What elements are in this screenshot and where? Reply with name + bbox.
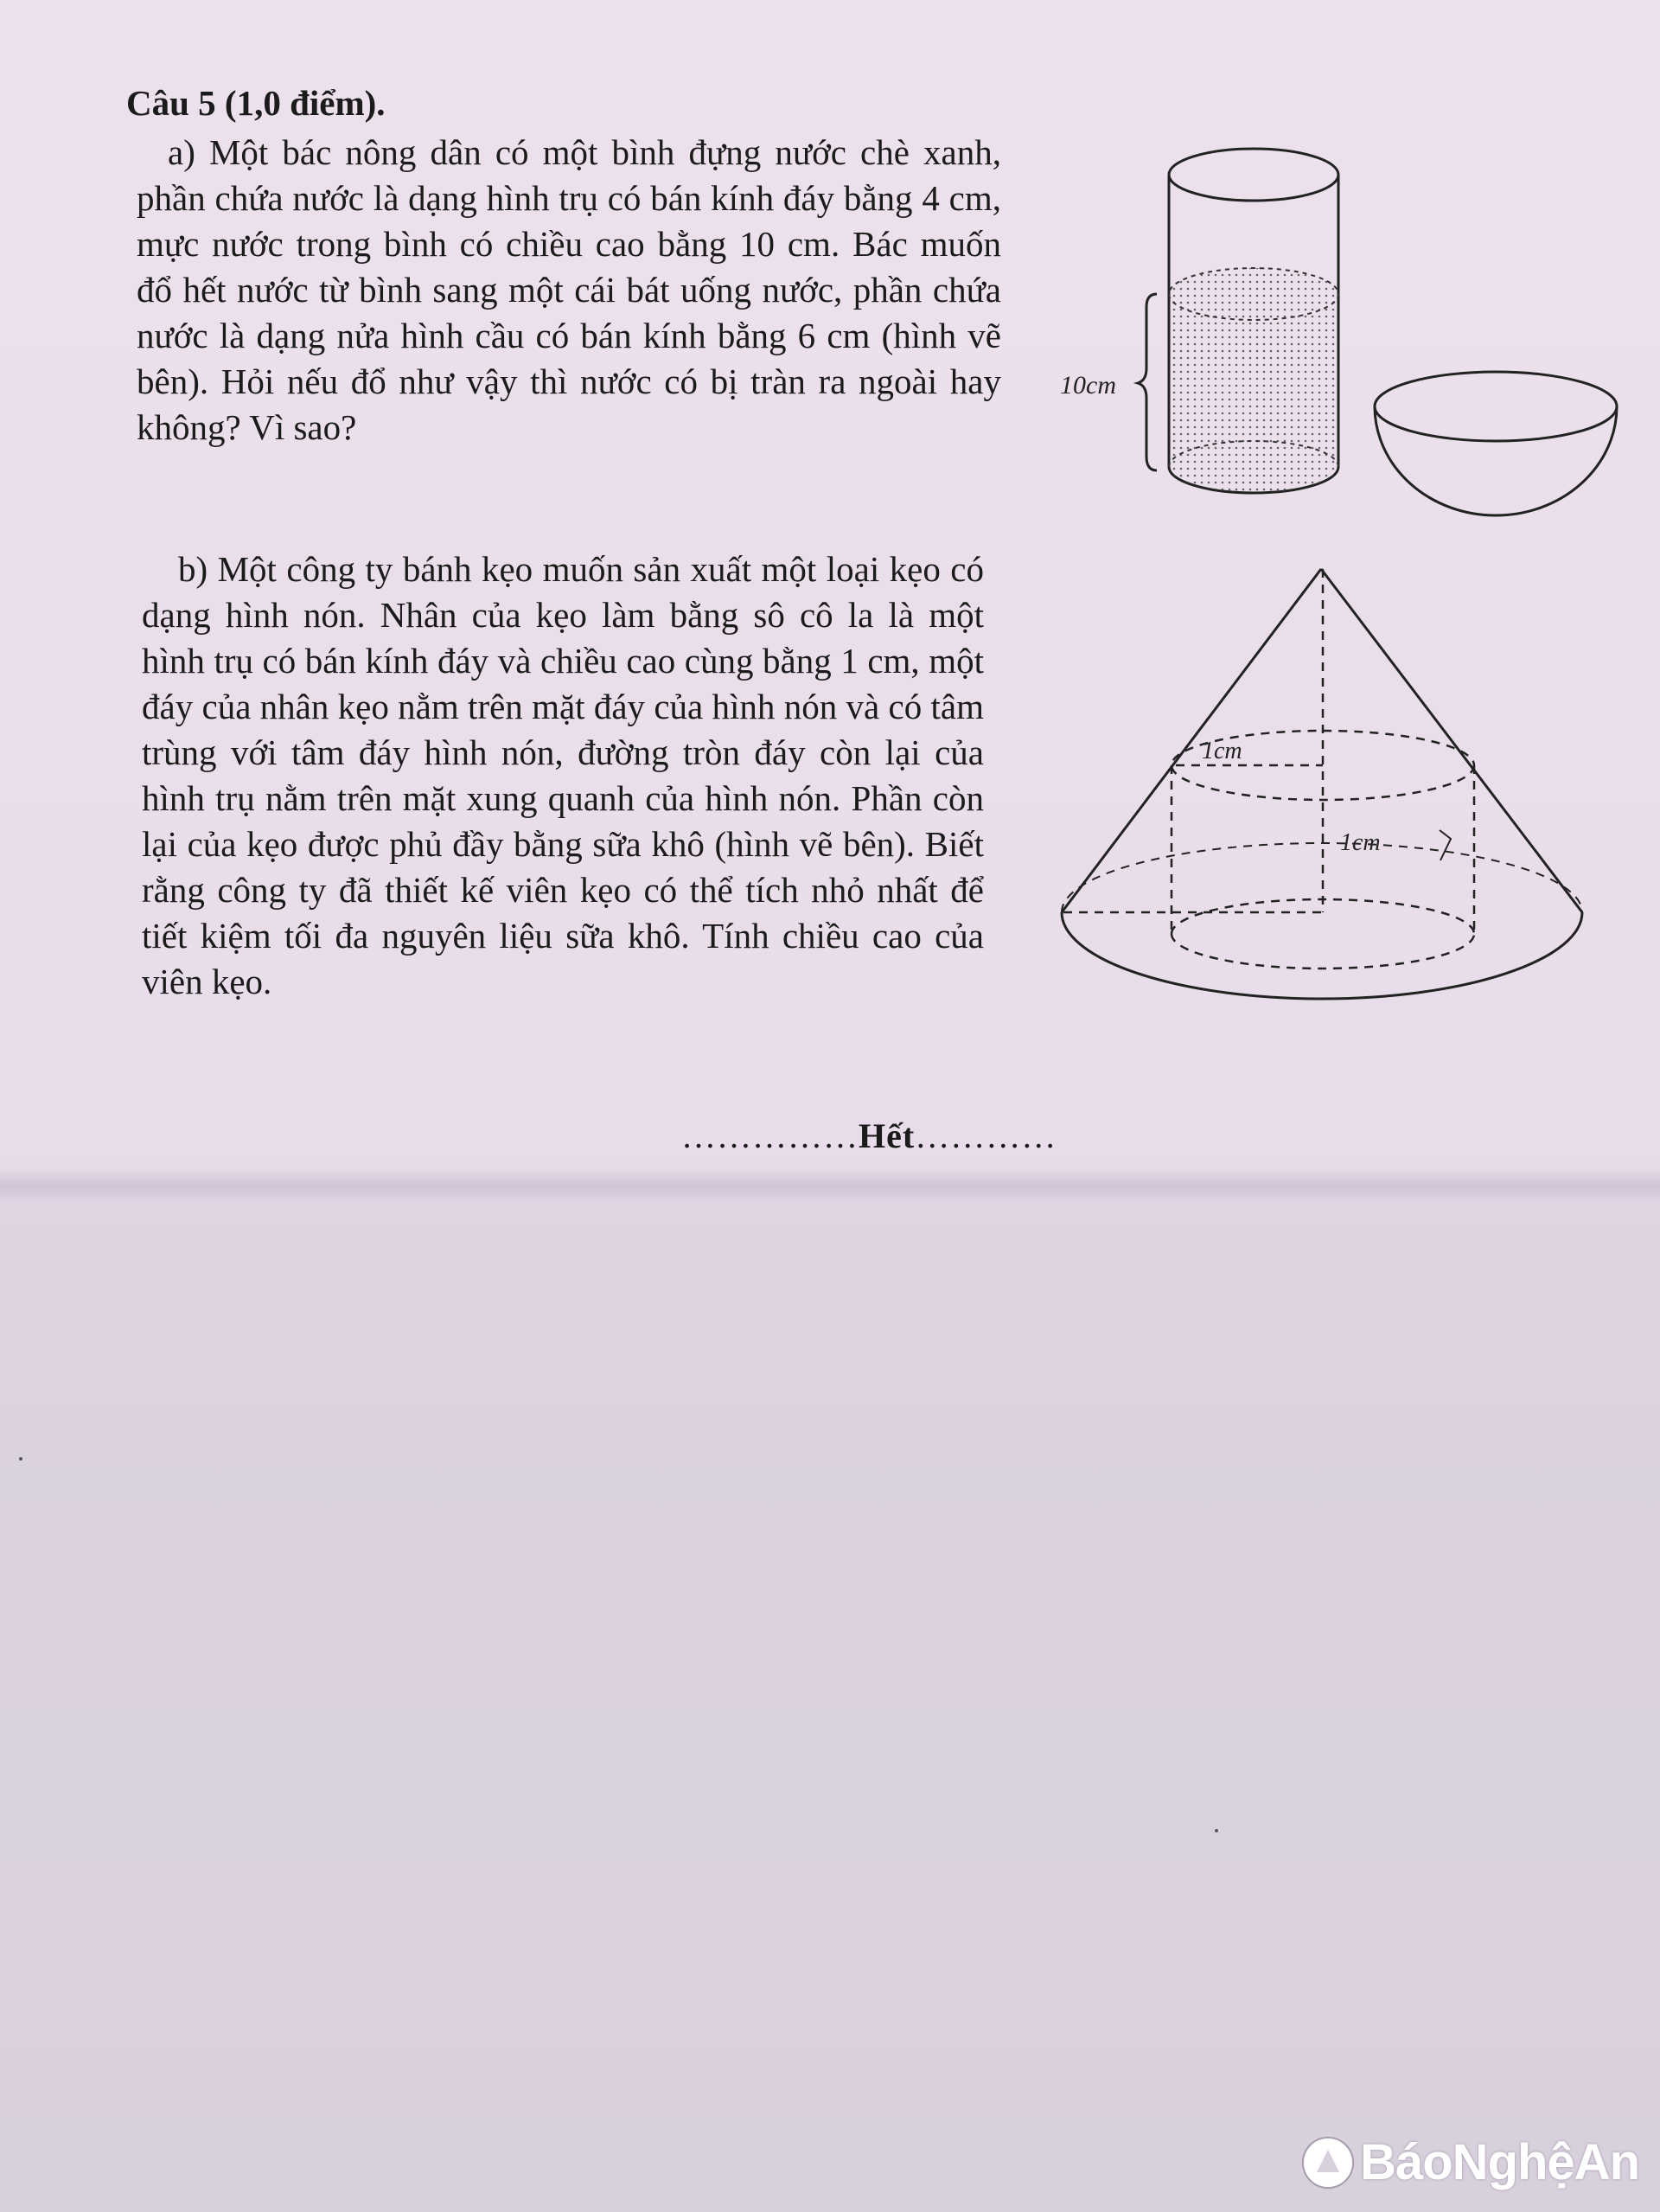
end-word: Hết [859, 1116, 916, 1155]
end-dots-right: ………… [915, 1116, 1057, 1155]
height-label: 1cm [1340, 829, 1381, 856]
end-marker [681, 1116, 1057, 1156]
figure-cone-cylinder [1046, 553, 1608, 1020]
paper-speck [1215, 1829, 1218, 1832]
watermark-logo [1301, 2133, 1639, 2191]
question-title: Câu 5 (1,0 điểm). [126, 83, 386, 123]
height-brace [1138, 294, 1157, 470]
radius-label: 1cm [1202, 738, 1242, 764]
question-part-a: a) Một bác nông dân có một bình đựng nước chè xanh, phần chứa nước là dạng hình trụ có bán kính đáy bằng 4 cm, mực nước trong bình có chiều cao bằng 10 cm. Bác muốn đổ hết nước từ bình sang một cái bát uống nước, phần chứa nước là dạng nửa hình cầu có bán kính bằng 6 cm (hình vẽ bên). Hỏi nếu đổ như vậy thì nước có bị tràn ra ngoài hay không? Vì sao? [137, 132, 1001, 447]
water-fill [1169, 268, 1338, 493]
question-part-b: b) Một công ty bánh kẹo muốn sản xuất một loại kẹo có dạng hình nón. Nhân của kẹo làm bằng sô cô la là một hình trụ có bán kính đáy và chiều cao cùng bằng 1 cm, một đáy của nhân kẹo nằm trên mặt đáy của hình nón và có tâm trùng với tâm đáy hình nón, đường tròn đáy còn lại của hình trụ nằm trên mặt xung quanh của hình nón. Phần còn lại của kẹo được phủ đầy bằng sữa khô (hình vẽ bên). Biết rằng công ty đã thiết kế viên kẹo có thể tích nhỏ nhất để tiết kiệm tối đa nguyên liệu sữa khô. Tính chiều cao của viên kẹo. [142, 549, 984, 1001]
cylinder-height-label: 10cm [1060, 371, 1116, 400]
watermark-text: BáoNghệAn [1360, 2134, 1639, 2190]
paper-fold [0, 1169, 1660, 1204]
label-tick [1440, 830, 1451, 860]
paper-speck [19, 1457, 22, 1461]
logo-icon [1301, 2136, 1355, 2190]
end-dots-left: …………… [681, 1116, 859, 1155]
hemisphere-bowl [1375, 372, 1617, 515]
inner-cylinder [1063, 569, 1474, 969]
figure-cylinder-bowl [1055, 121, 1643, 510]
